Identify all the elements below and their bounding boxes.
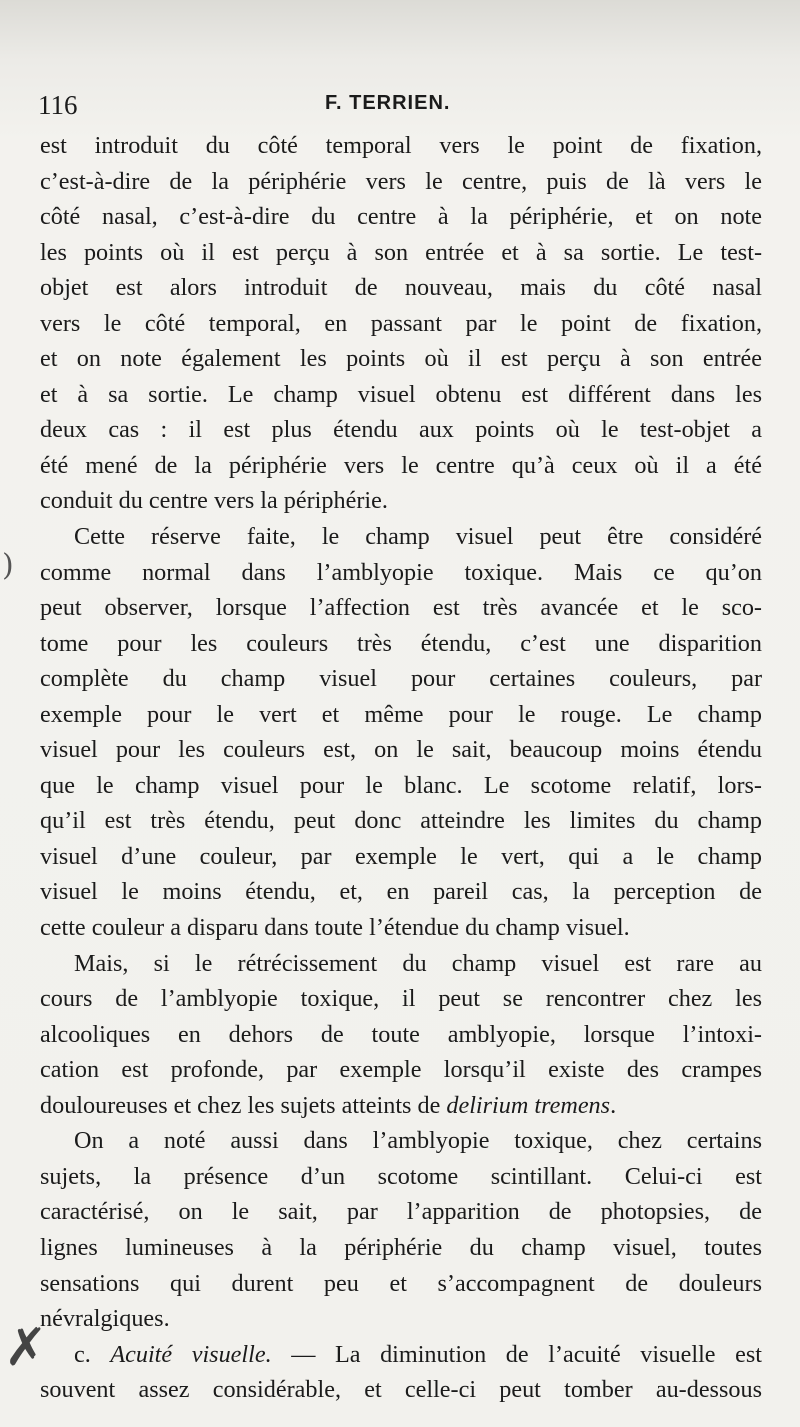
text-line: et à sa sortie. Le champ visuel obtenu est différent dans les [40, 380, 762, 408]
text-line: visuel le moins étendu, et, en pareil cas, la perception de [40, 878, 762, 906]
text-line: sujets, la présence d’un scotome scintillant. Celui-ci est [40, 1162, 762, 1190]
text-run: . [610, 1091, 617, 1119]
margin-bracket-mark: ) [2, 548, 14, 583]
text-line: conduit du centre vers la périphérie. [40, 487, 388, 515]
text-line: cation est profonde, par exemple lorsqu’il existe des crampes [40, 1056, 762, 1084]
text-line: alcooliques en dehors de toute amblyopie, lorsque l’intoxi- [40, 1020, 762, 1048]
text-line: souvent assez considérable, et celle-ci peut tomber au-dessous [40, 1376, 762, 1404]
text-line: que le champ visuel pour le blanc. Le scotome relatif, lors- [40, 771, 762, 799]
paragraph-4 [40, 1123, 762, 1336]
text-line: Mais, si le rétrécissement du champ visuel est rare au [74, 949, 762, 977]
text-line: névralgiques. [40, 1305, 170, 1333]
text-line: lignes lumineuses à la périphérie du champ visuel, toutes [40, 1233, 762, 1261]
text-line: sensations qui durent peu et s’accompagnent de douleurs [40, 1269, 762, 1297]
text-line: Cette réserve faite, le champ visuel peut être considéré [74, 523, 762, 551]
margin-handwritten-mark: ✗ [4, 1318, 48, 1378]
section-title: Acuité visuelle. [110, 1340, 272, 1368]
text-line: les points où il est perçu à son entrée et à sa sortie. Le test- [40, 238, 762, 266]
text-run: douloureuses et chez les sujets atteints de [40, 1091, 447, 1119]
page-header [38, 86, 760, 126]
paragraph-2 [40, 519, 762, 946]
italic-term: delirium tremens [446, 1091, 611, 1119]
page-number: 116 [38, 90, 78, 120]
text-line: exemple pour le vert et même pour le rouge. Le champ [40, 700, 762, 728]
text-line: côté nasal, c’est-à-dire du centre à la périphérie, et on note [40, 203, 762, 231]
body-text [40, 128, 762, 1408]
running-head: F. TERRIEN. [325, 92, 451, 114]
text-line: été mené de la périphérie vers le centre qu’à ceux où il a été [40, 451, 762, 479]
text-line: peut observer, lorsque l’affection est très avancée et le sco- [40, 594, 762, 622]
text-line: caractérisé, on le sait, par l’apparition de photopsies, de [40, 1198, 762, 1226]
text-line: deux cas : il est plus étendu aux points où le test-objet a [40, 416, 762, 444]
text-line: cette couleur a disparu dans toute l’étendue du champ visuel. [40, 914, 630, 942]
text-line: et on note également les points où il est perçu à son entrée [40, 345, 762, 373]
text-line: visuel d’une couleur, par exemple le vert, qui a le champ [40, 842, 762, 870]
text-line: comme normal dans l’amblyopie toxique. Mais ce qu’on [40, 558, 762, 586]
text-line [40, 1088, 762, 1124]
paragraph-1 [40, 128, 762, 519]
text-line: On a noté aussi dans l’amblyopie toxique, chez certains [74, 1127, 762, 1155]
text-line: visuel pour les couleurs est, on le sait, beaucoup moins étendu [40, 736, 762, 764]
section-heading-line [40, 1337, 762, 1373]
text-line: c’est-à-dire de la périphérie vers le centre, puis de là vers le [40, 167, 762, 195]
text-run: — La diminution de l’acuité visuelle est [271, 1340, 762, 1368]
section-label: c. [74, 1340, 111, 1368]
text-line: cours de l’amblyopie toxique, il peut se rencontrer chez les [40, 985, 762, 1013]
paragraph-3 [40, 946, 762, 1124]
text-line: objet est alors introduit de nouveau, mais du côté nasal [40, 274, 762, 302]
text-line: complète du champ visuel pour certaines couleurs, par [40, 665, 762, 693]
text-line: qu’il est très étendu, peut donc atteindre les limites du champ [40, 807, 762, 835]
text-line: vers le côté temporal, en passant par le point de fixation, [40, 309, 762, 337]
text-line: tome pour les couleurs très étendu, c’est une disparition [40, 629, 762, 657]
section-acuite-visuelle [40, 1337, 762, 1408]
text-line: est introduit du côté temporal vers le point de fixation, [40, 132, 762, 159]
